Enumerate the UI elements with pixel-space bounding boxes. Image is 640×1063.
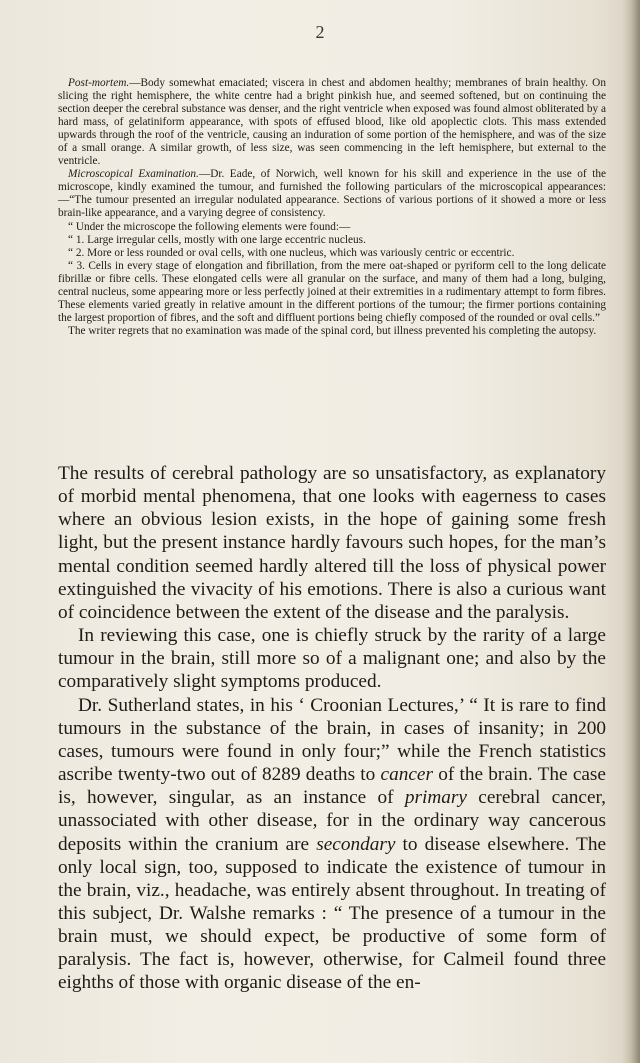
post-mortem-heading: Post-mortem. <box>68 77 130 89</box>
page-number: 2 <box>315 22 325 42</box>
p3-emphasis-cancer: cancer <box>380 764 433 786</box>
p3-text-d: to disease elsewhere. The only local sign, too, supposed to indicate the existence of tumour in the brain, viz., headache, was entirely absent throughout. In treating of this subject, Dr. Walshe remarks : “ The presence of a tumour in the brain must, we should expect, be productive of some form of paralysis. The fact is, however, otherwise, for Calmeil found three eighths of those with organic disease of the en- <box>58 833 607 994</box>
post-mortem-paragraph <box>58 77 606 168</box>
discussion-paragraph-1: The results of cerebral pathology are so unsatisfactory, as explanatory of morbid mental phenomena, that one looks with eagerness to cases where an obvious lesion exists, in the hope of gaining some fresh light, but the present instance hardly favours such hopes, for the man’s mental condition seemed hardly altered till the loss of physical power extinguished the vivacity of his emotions. There is also a curious want of coincidence between the extent of the disease and the paralysis. <box>58 463 606 623</box>
microscopical-heading: Microscopical Examination. <box>68 168 199 181</box>
p3-text-b: of the brain. The case is, however, singular, as an instance of <box>58 764 606 809</box>
p3-emphasis-secondary: secondary <box>316 833 396 855</box>
microscope-elements-intro: “ Under the microscope the following elements were found:— <box>68 220 351 233</box>
element-item-1: “ 1. Large irregular cells, mostly with one large eccentric nucleus. <box>68 233 366 246</box>
autopsy-regret-note: The writer regrets that no examination was made of the spinal cord, but illness prevented his completing the autopsy. <box>68 324 597 337</box>
element-item-3: “ 3. Cells in every stage of elongation and fibrillation, from the mere oat-shaped or pyriform cell to the long delicate fibrillæ or fibre cells. These elongated cells were all granular on the surface, and many of them had a long, bulging, central nucleus, some appearing more or less perfectly joined at their extremities in a rudimentary attempt to form fibres. These elements varied greatly in relative amount in the different portions of the tumour; the firmer portions containing the largest proportion of fibres, and the soft and diffluent portions being chiefly composed of the rounded or oval cells.” <box>58 259 606 324</box>
case-notes <box>58 77 606 338</box>
discussion-paragraph-2: In reviewing this case, one is chiefly struck by the rarity of a large tumour in the brain, still more so of a malignant one; and also by the comparatively slight symptoms produced. <box>58 625 606 693</box>
discussion-paragraph-3 <box>58 694 606 995</box>
post-mortem-text: —Body somewhat emaciated; viscera in chest and abdomen healthy; membranes of brain healthy. On slicing the right hemisphere, the white centre had a bright pinkish hue, and seemed softened, but on continuing the section deeper the cerebral substance was denser, and the right ventricle when exposed was found almost obliterated by a hard mass, of gelatiniform appearance, with spots of effused blood, like old apoplectic clots. This mass extended upwards through the roof of the ventricle, causing an induration of some portion of the hemisphere, and was of the size of a small orange. A similar growth, of less size, was seen commencing in the left hemisphere, but external to the ventricle. <box>58 77 606 168</box>
p3-emphasis-primary: primary <box>404 787 467 809</box>
p3-text-c: cerebral cancer, unassociated with other disease, for in the ordinary way cancerous deposits within the cranium are <box>58 787 606 855</box>
element-item-2: “ 2. More or less rounded or oval cells, with one nucleus, which was variously centric or eccentric. <box>68 246 515 259</box>
main-discussion <box>58 462 606 995</box>
microscopical-paragraph <box>58 168 606 220</box>
microscopical-text: —Dr. Eade, of Norwich, well known for his skill and experience in the use of the microscope, kindly examined the tumour, and furnished the following particulars of the microscopical appearances:—“The tumour presented an irregular nodulated appearance. Sections of various portions of it showed a more or less brain-like appearance, and a varying degree of consistency. <box>58 168 606 220</box>
page-edge-shadow <box>622 0 640 1063</box>
p3-text-a: Dr. Sutherland states, in his ‘ Croonian Lectures,’ “ It is rare to find tumours in the substance of the brain, in cases of insanity; in 200 cases, tumours were found in only four;” while the French statistics ascribe twenty-two out of 8289 deaths to <box>58 694 606 786</box>
